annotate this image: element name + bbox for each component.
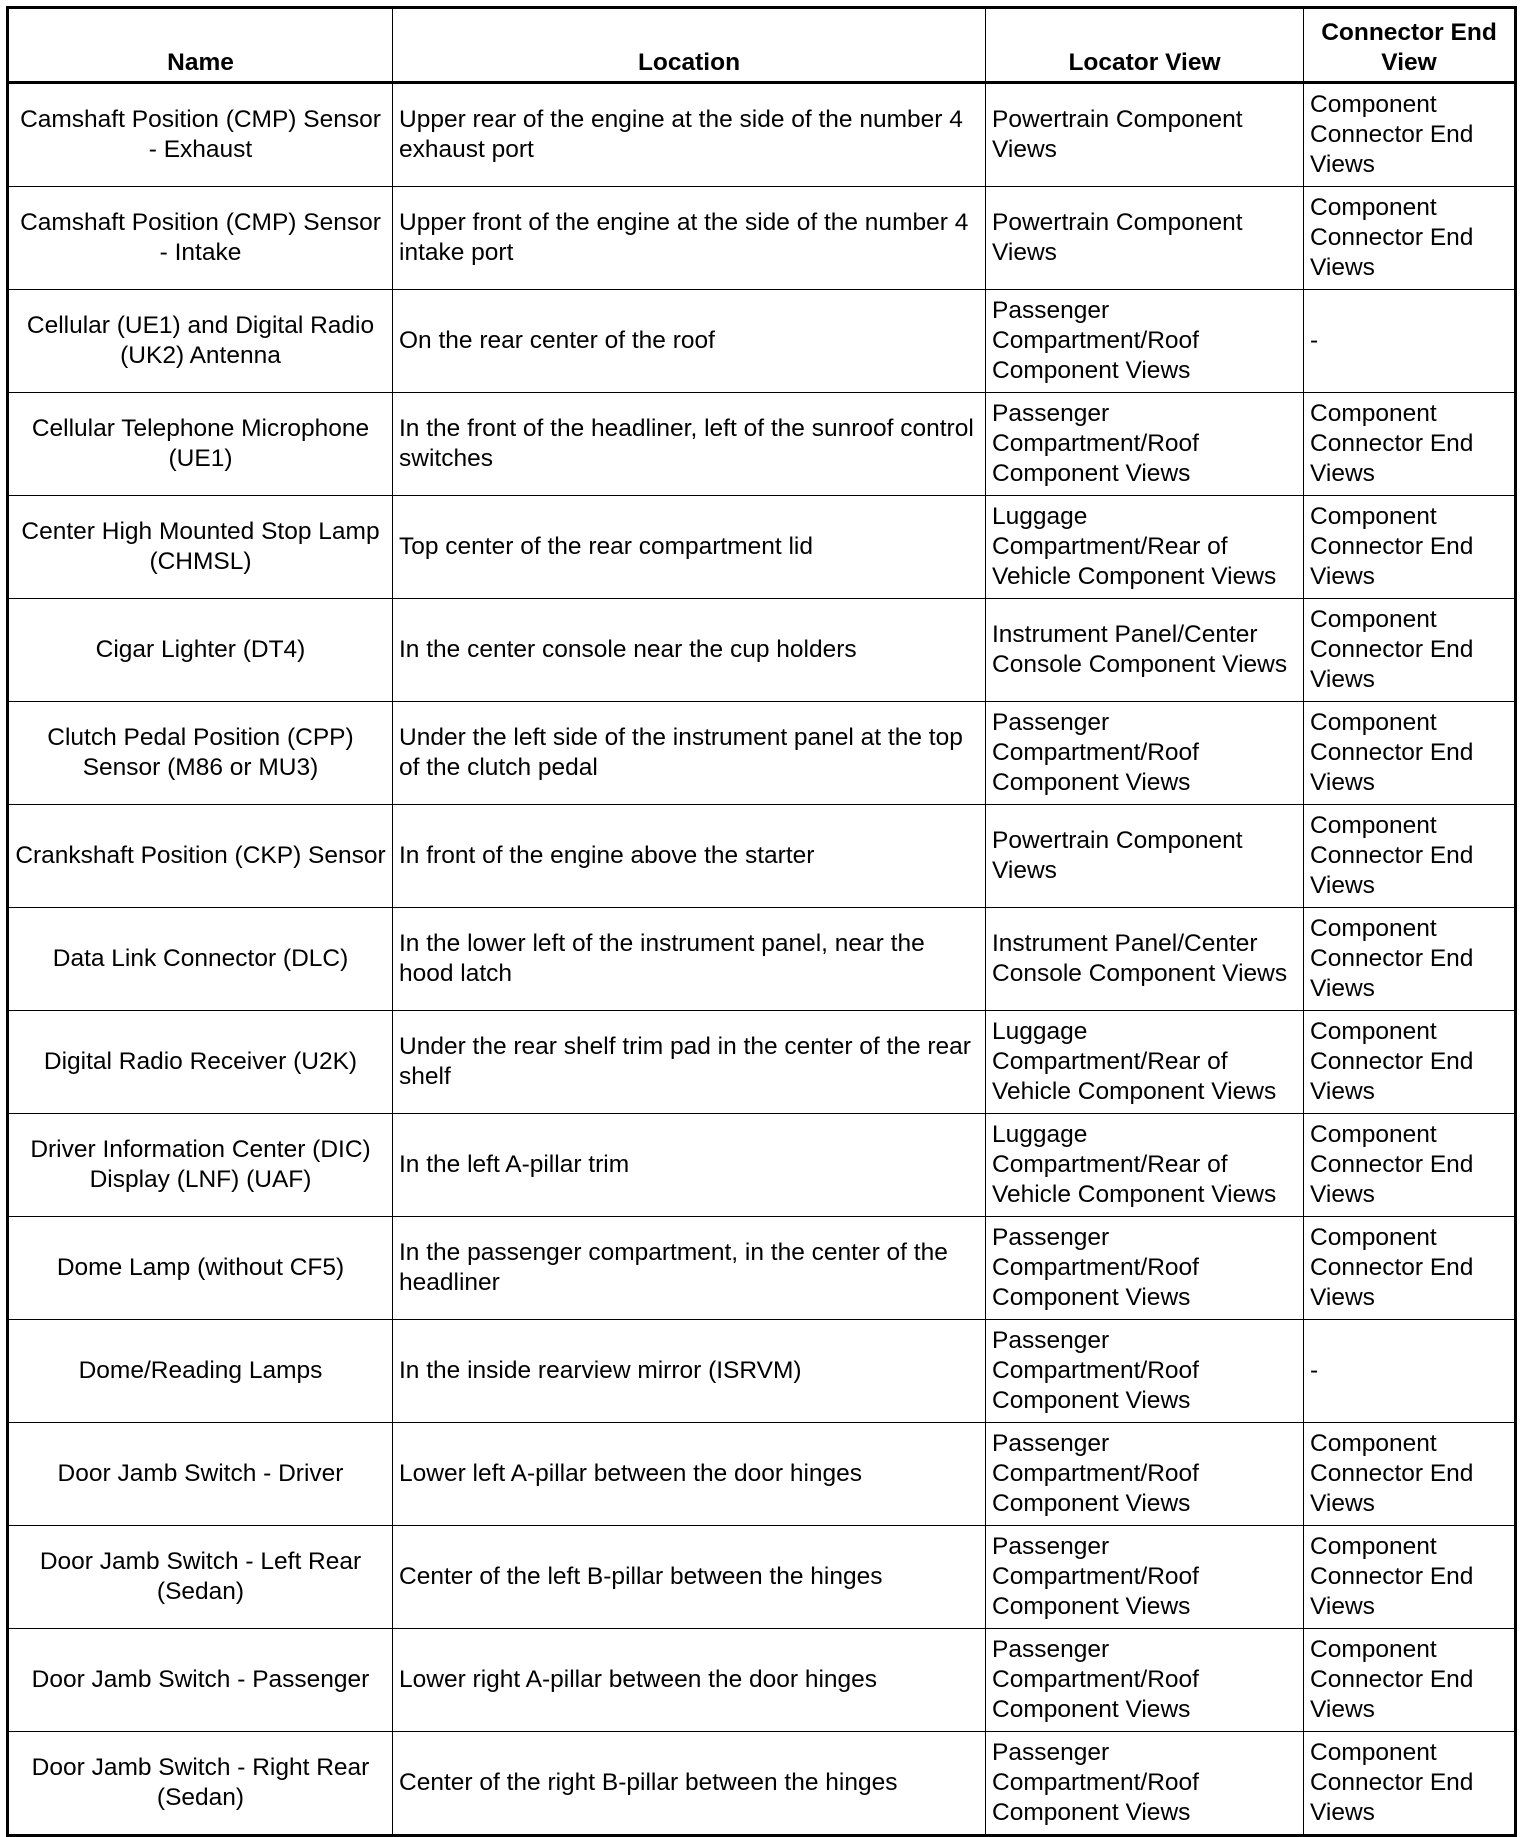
cell-locator-view: Passenger Compartment/Roof Component Views [986, 1423, 1304, 1526]
cell-locator-view: Passenger Compartment/Roof Component Views [986, 1217, 1304, 1320]
table-row [8, 1320, 1516, 1423]
cell-connector-end-view: Component Connector End Views [1304, 599, 1516, 702]
cell-locator-view: Powertrain Component Views [986, 805, 1304, 908]
cell-connector-end-view: Component Connector End Views [1304, 187, 1516, 290]
table-row [8, 496, 1516, 599]
cell-name: Camshaft Position (CMP) Sensor - Intake [8, 187, 393, 290]
cell-name: Dome Lamp (without CF5) [8, 1217, 393, 1320]
cell-connector-end-view: Component Connector End Views [1304, 1011, 1516, 1114]
cell-name: Data Link Connector (DLC) [8, 908, 393, 1011]
cell-name: Driver Information Center (DIC) Display (LNF) (UAF) [8, 1114, 393, 1217]
cell-locator-view: Passenger Compartment/Roof Component Views [986, 1629, 1304, 1732]
cell-connector-end-view: Component Connector End Views [1304, 393, 1516, 496]
table-row [8, 1732, 1516, 1836]
cell-locator-view: Luggage Compartment/Rear of Vehicle Component Views [986, 496, 1304, 599]
cell-name: Cellular (UE1) and Digital Radio (UK2) Antenna [8, 290, 393, 393]
cell-location: Under the left side of the instrument panel at the top of the clutch pedal [393, 702, 986, 805]
cell-location: Upper rear of the engine at the side of the number 4 exhaust port [393, 83, 986, 187]
cell-name: Door Jamb Switch - Passenger [8, 1629, 393, 1732]
header-location: Location [393, 8, 986, 83]
cell-location: In the center console near the cup holders [393, 599, 986, 702]
header-name: Name [8, 8, 393, 83]
table-row [8, 1629, 1516, 1732]
header-connector-end-view: Connector End View [1304, 8, 1516, 83]
table-row [8, 805, 1516, 908]
table-row [8, 1114, 1516, 1217]
cell-locator-view: Passenger Compartment/Roof Component Views [986, 393, 1304, 496]
cell-name: Crankshaft Position (CKP) Sensor [8, 805, 393, 908]
cell-location: Upper front of the engine at the side of the number 4 intake port [393, 187, 986, 290]
cell-locator-view: Powertrain Component Views [986, 83, 1304, 187]
cell-connector-end-view: Component Connector End Views [1304, 1217, 1516, 1320]
cell-location: In the inside rearview mirror (ISRVM) [393, 1320, 986, 1423]
cell-connector-end-view: Component Connector End Views [1304, 496, 1516, 599]
cell-connector-end-view: Component Connector End Views [1304, 702, 1516, 805]
cell-locator-view: Passenger Compartment/Roof Component Views [986, 1526, 1304, 1629]
cell-locator-view: Luggage Compartment/Rear of Vehicle Component Views [986, 1114, 1304, 1217]
cell-name: Door Jamb Switch - Left Rear (Sedan) [8, 1526, 393, 1629]
cell-location: In the lower left of the instrument panel, near the hood latch [393, 908, 986, 1011]
cell-name: Digital Radio Receiver (U2K) [8, 1011, 393, 1114]
cell-location: In front of the engine above the starter [393, 805, 986, 908]
cell-location: In the left A-pillar trim [393, 1114, 986, 1217]
cell-location: Under the rear shelf trim pad in the center of the rear shelf [393, 1011, 986, 1114]
cell-name: Door Jamb Switch - Driver [8, 1423, 393, 1526]
cell-name: Cigar Lighter (DT4) [8, 599, 393, 702]
cell-locator-view: Instrument Panel/Center Console Component Views [986, 908, 1304, 1011]
table-body [8, 83, 1516, 1836]
table-row [8, 1423, 1516, 1526]
cell-locator-view: Powertrain Component Views [986, 187, 1304, 290]
cell-connector-end-view: Component Connector End Views [1304, 83, 1516, 187]
cell-locator-view: Passenger Compartment/Roof Component Views [986, 290, 1304, 393]
table-row [8, 187, 1516, 290]
cell-name: Center High Mounted Stop Lamp (CHMSL) [8, 496, 393, 599]
cell-connector-end-view: Component Connector End Views [1304, 1732, 1516, 1836]
cell-name: Door Jamb Switch - Right Rear (Sedan) [8, 1732, 393, 1836]
cell-location: Top center of the rear compartment lid [393, 496, 986, 599]
cell-location: Center of the left B-pillar between the hinges [393, 1526, 986, 1629]
table-row [8, 83, 1516, 187]
cell-location: In the passenger compartment, in the center of the headliner [393, 1217, 986, 1320]
cell-connector-end-view: Component Connector End Views [1304, 1114, 1516, 1217]
cell-connector-end-view: Component Connector End Views [1304, 1423, 1516, 1526]
cell-connector-end-view: - [1304, 1320, 1516, 1423]
cell-location: On the rear center of the roof [393, 290, 986, 393]
table-row [8, 1526, 1516, 1629]
cell-location: Center of the right B-pillar between the hinges [393, 1732, 986, 1836]
cell-name: Clutch Pedal Position (CPP) Sensor (M86 or MU3) [8, 702, 393, 805]
cell-locator-view: Passenger Compartment/Roof Component Views [986, 1320, 1304, 1423]
cell-connector-end-view: Component Connector End Views [1304, 805, 1516, 908]
table-row [8, 1217, 1516, 1320]
table-row [8, 702, 1516, 805]
component-locator-table [6, 6, 1517, 1837]
cell-locator-view: Passenger Compartment/Roof Component Views [986, 1732, 1304, 1836]
cell-locator-view: Passenger Compartment/Roof Component Views [986, 702, 1304, 805]
cell-connector-end-view: - [1304, 290, 1516, 393]
cell-name: Camshaft Position (CMP) Sensor - Exhaust [8, 83, 393, 187]
table-row [8, 393, 1516, 496]
cell-locator-view: Instrument Panel/Center Console Component Views [986, 599, 1304, 702]
cell-connector-end-view: Component Connector End Views [1304, 1629, 1516, 1732]
cell-name: Dome/Reading Lamps [8, 1320, 393, 1423]
cell-location: In the front of the headliner, left of the sunroof control switches [393, 393, 986, 496]
table-row [8, 1011, 1516, 1114]
cell-connector-end-view: Component Connector End Views [1304, 908, 1516, 1011]
table-row [8, 599, 1516, 702]
cell-location: Lower right A-pillar between the door hinges [393, 1629, 986, 1732]
header-row [8, 8, 1516, 83]
cell-name: Cellular Telephone Microphone (UE1) [8, 393, 393, 496]
table-row [8, 290, 1516, 393]
cell-location: Lower left A-pillar between the door hinges [393, 1423, 986, 1526]
table-row [8, 908, 1516, 1011]
header-locator-view: Locator View [986, 8, 1304, 83]
cell-locator-view: Luggage Compartment/Rear of Vehicle Component Views [986, 1011, 1304, 1114]
cell-connector-end-view: Component Connector End Views [1304, 1526, 1516, 1629]
